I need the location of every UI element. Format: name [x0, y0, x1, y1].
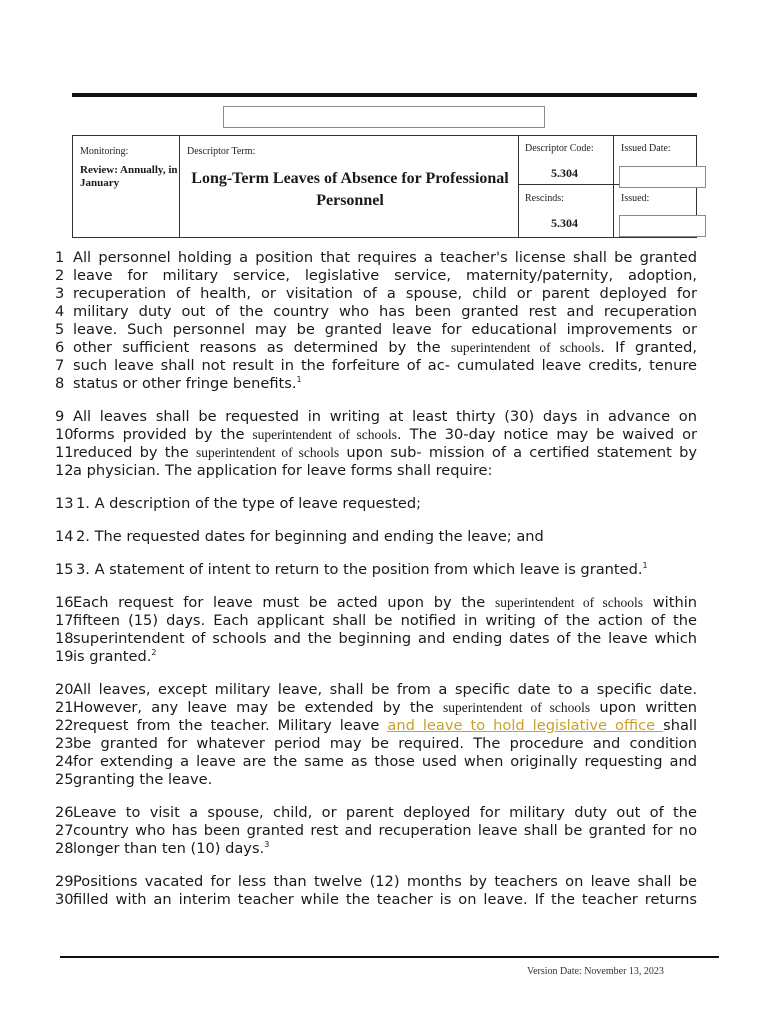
- line-number: 22: [55, 717, 74, 734]
- issued-label: Issued:: [621, 193, 650, 204]
- body-line: granting the leave.: [73, 771, 213, 788]
- body-line: fifteen (15) days. Each applicant shall be notified in writing of the action of the: [73, 612, 697, 629]
- line-number: 14: [55, 528, 74, 545]
- paragraph: [55, 408, 697, 480]
- descriptor-code-label: Descriptor Code:: [525, 143, 594, 154]
- line-number: 9: [55, 408, 65, 425]
- monitoring-value: Review: Annually, in January: [80, 164, 178, 189]
- line-number: 25: [55, 771, 74, 788]
- footer-divider: [60, 956, 719, 958]
- line-number: 3: [55, 285, 65, 302]
- version-date: Version Date: November 13, 2023: [527, 966, 664, 977]
- body-line: All leaves, except military leave, shall be from a specific date to a specific date.: [73, 681, 697, 698]
- issued-date-label: Issued Date:: [621, 143, 671, 154]
- body-line: is granted.$^2$: [73, 648, 157, 665]
- body-line: be granted for whatever period may be required. The procedure and condition: [73, 735, 697, 752]
- body-line: Leave to visit a spouse, child, or parent deployed for military duty out of the: [73, 804, 697, 821]
- issued-date-field[interactable]: [619, 166, 706, 188]
- body-line: However, any leave may be extended by the superintendent of schools upon written: [73, 699, 697, 716]
- line-number: 12: [55, 462, 74, 479]
- line-number: 16: [55, 594, 74, 611]
- body-line: reduced by the superintendent of schools upon sub- mission of a certified statement by: [73, 444, 697, 461]
- policy-body: [55, 249, 697, 924]
- body-line: leave for military service, legislative service, maternity/paternity, adoption,: [73, 267, 697, 284]
- footnote-ref: 3: [264, 840, 270, 850]
- line-number: 1: [55, 249, 65, 266]
- body-line: country who has been granted rest and recuperation leave shall be granted for no: [73, 822, 697, 839]
- body-line: status or other fringe benefits.$^1$: [73, 375, 302, 392]
- body-line: All personnel holding a position that requires a teacher's license shall be granted: [73, 249, 697, 266]
- line-number: 7: [55, 357, 65, 374]
- paragraph: [55, 249, 697, 393]
- issued-field[interactable]: [619, 215, 706, 237]
- body-line: such leave shall not result in the forfeiture of ac- cumulated leave credits, tenure: [73, 357, 697, 374]
- body-line: for extending a leave are the same as those used when originally requesting and: [73, 753, 697, 770]
- line-number: 28: [55, 840, 74, 857]
- list-item: [55, 528, 697, 546]
- line-number: 6: [55, 339, 65, 356]
- footnote-ref: 1: [642, 561, 648, 571]
- body-line: filled with an interim teacher while the teacher is on leave. If the teacher returns: [73, 891, 697, 908]
- line-number: 21: [55, 699, 74, 716]
- monitoring-label: Monitoring:: [80, 146, 129, 157]
- body-line: All leaves shall be requested in writing at least thirty (30) days in advance on: [73, 408, 697, 425]
- body-line: longer than ten (10) days.$^3$: [73, 840, 270, 857]
- list-item: [55, 561, 697, 579]
- descriptor-table: [72, 135, 697, 238]
- superintendent-term: superintendent of schools: [252, 427, 398, 442]
- line-number: 24: [55, 753, 74, 770]
- body-line: Each request for leave must be acted upon by the superintendent of schools within: [73, 594, 698, 611]
- paragraph: [55, 594, 697, 666]
- footnote-ref: 2: [151, 648, 157, 658]
- superintendent-term: superintendent of schools: [450, 340, 601, 355]
- superintendent-term: superintendent of schools: [195, 445, 340, 460]
- line-number: 17: [55, 612, 74, 629]
- line-number: 30: [55, 891, 74, 908]
- line-number: 29: [55, 873, 74, 890]
- line-number: 18: [55, 630, 74, 647]
- descriptor-term-value: Long-Term Leaves of Absence for Professional Personnel: [191, 170, 509, 209]
- legislative-office-link[interactable]: and leave to hold legislative office: [387, 717, 664, 734]
- line-number: 11: [55, 444, 74, 461]
- line-number: 10: [55, 426, 74, 443]
- title-field-box[interactable]: [223, 106, 545, 128]
- paragraph: [55, 804, 697, 858]
- line-number: 27: [55, 822, 74, 839]
- rescinds-label: Rescinds:: [525, 193, 564, 204]
- descriptor-code-value: 5.304: [551, 166, 578, 180]
- body-line: request from the teacher. Military leave and leave to hold legislative office shall: [73, 717, 697, 734]
- line-number: 13: [55, 495, 74, 512]
- line-number: 2: [55, 267, 65, 284]
- body-line: a physician. The application for leave forms shall require:: [73, 462, 493, 479]
- rescinds-value: 5.304: [551, 216, 578, 230]
- line-number: 15: [55, 561, 74, 578]
- body-line: military duty out of the country who has been granted rest and recuperation: [73, 303, 697, 320]
- list-item: [55, 495, 697, 513]
- paragraph: [55, 681, 697, 789]
- line-number: 8: [55, 375, 65, 392]
- paragraph: [55, 873, 697, 909]
- document-header: [72, 93, 697, 234]
- line-number: 4: [55, 303, 65, 320]
- descriptor-term-label: Descriptor Term:: [187, 146, 256, 157]
- body-line: 3. A statement of intent to return to the position from which leave is granted.$^1$: [76, 561, 648, 578]
- line-number: 19: [55, 648, 74, 665]
- body-line: superintendent of schools and the beginning and ending dates of the leave which: [73, 630, 697, 647]
- body-line: Positions vacated for less than twelve (12) months by teachers on leave shall be: [73, 873, 697, 890]
- body-line: other sufficient reasons as determined by the superintendent of schools. If granted,: [73, 339, 698, 356]
- line-number: 26: [55, 804, 74, 821]
- footnote-ref: 1: [296, 375, 302, 385]
- body-line: recuperation of health, or visitation of a spouse, child or parent deployed for: [73, 285, 697, 302]
- body-line: 1. A description of the type of leave requested;: [76, 495, 422, 512]
- body-line: forms provided by the superintendent of schools. The 30-day notice may be waived or: [73, 426, 697, 443]
- line-number: 20: [55, 681, 74, 698]
- line-number: 23: [55, 735, 74, 752]
- body-line: 2. The requested dates for beginning and ending the leave; and: [76, 528, 544, 545]
- body-line: leave. Such personnel may be granted leave for educational improvements or: [73, 321, 697, 338]
- superintendent-term: superintendent of schools: [443, 700, 591, 715]
- superintendent-term: superintendent of schools: [494, 595, 644, 610]
- line-number: 5: [55, 321, 65, 338]
